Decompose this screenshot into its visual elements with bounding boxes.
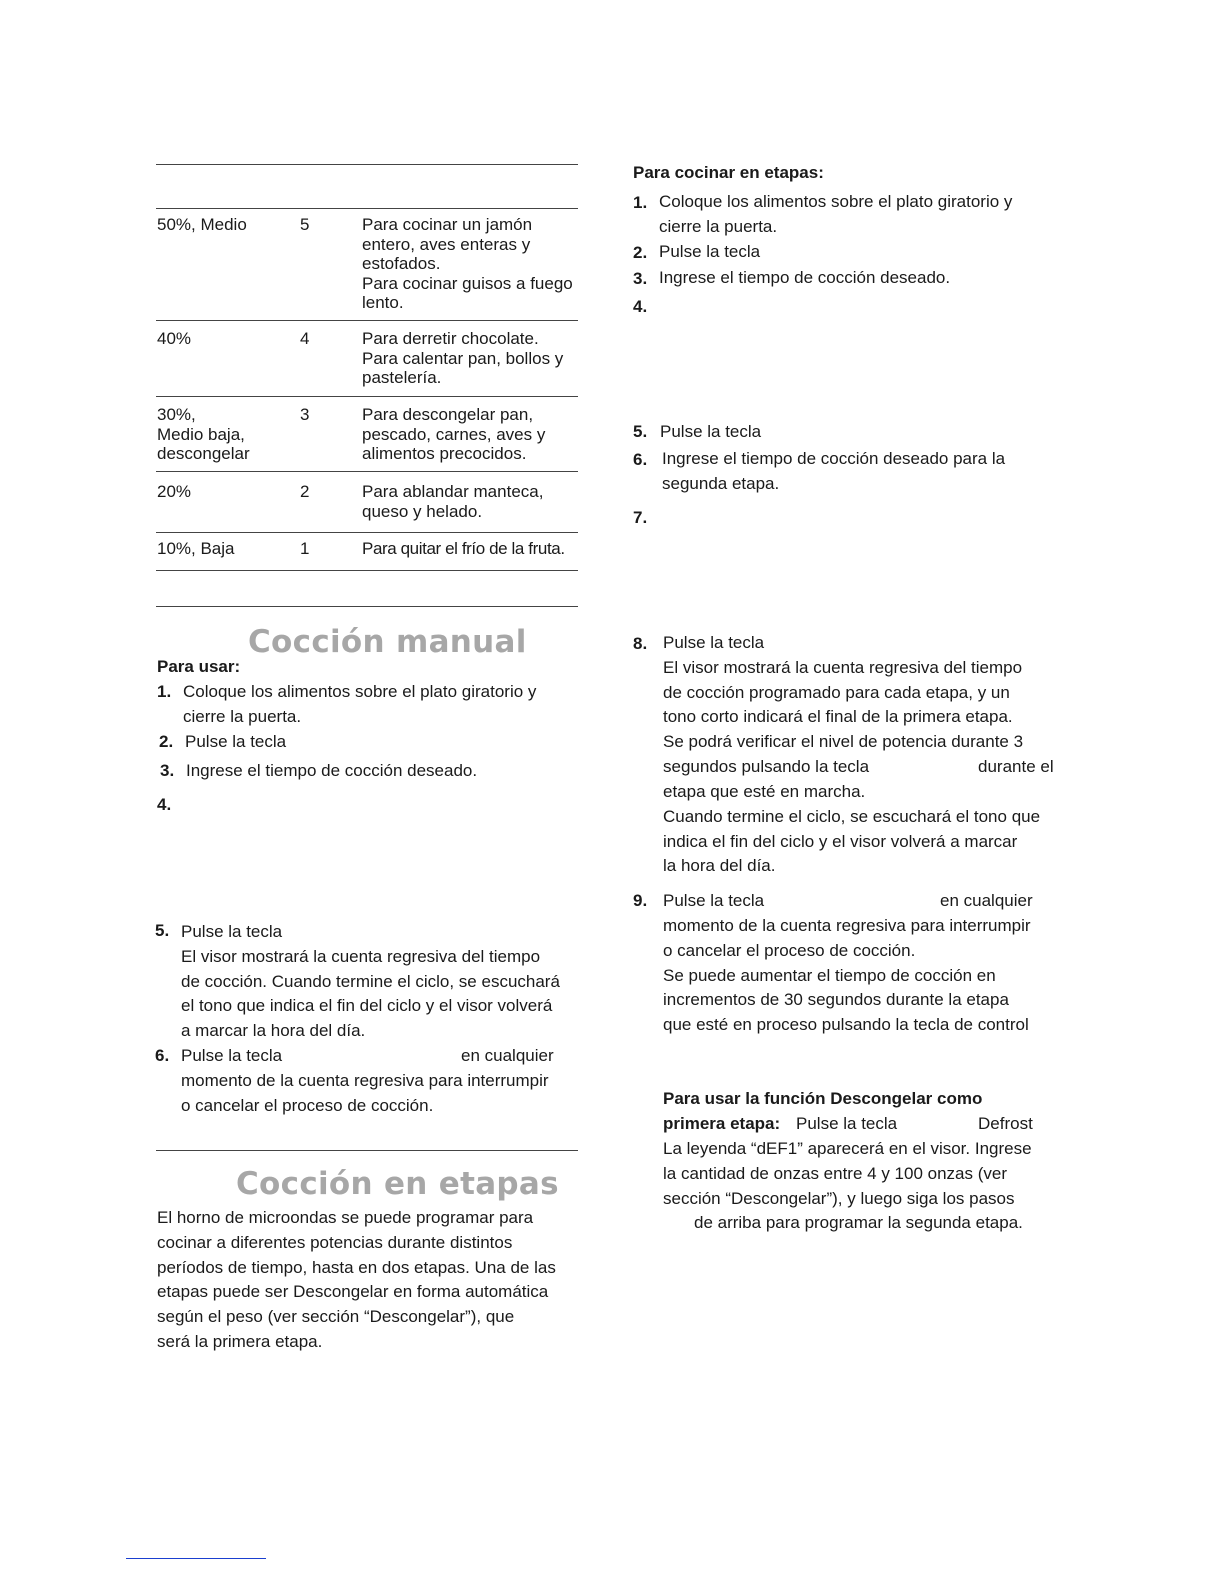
defrost-heading: Para usar la función Descongelar como [663,1089,983,1108]
stages-step-number: 3. [633,269,648,288]
table-cell-use: Para cocinar un jamón entero, aves enteras y estofados. Para cocinar guisos a fuego lento. [362,215,573,312]
table-cell-level: 50%, Medio [157,215,247,234]
defrost-body: La leyenda “dEF1” aparecerá en el visor. Ingrese la cantidad de onzas entre 4 y 100 onzas (ver sección “Descongelar”), y luego siga los pasos [663,1139,1032,1208]
stages-step-number: 1. [633,193,648,212]
table-row-rule [156,471,578,472]
manual-step-text: en cualquier [461,1046,554,1065]
table-row-rule [156,320,578,321]
table-cell-use: Para quitar el frío de la fruta. [362,539,565,558]
stages-step-text: en cualquier [940,891,1033,910]
manual-step-text: momento de la cuenta regresiva para interrumpir o cancelar el proceso de cocción. [181,1071,549,1115]
stages-step-text: Ingrese el tiempo de cocción deseado para la segunda etapa. [662,449,1006,493]
table-cell-number: 5 [300,215,310,234]
stages-step-number: 8. [633,634,648,653]
stages-step-number: 9. [633,891,648,910]
section-rule [156,1150,578,1151]
table-row-rule [156,396,578,397]
stages-step-text: Pulse la tecla [659,242,761,261]
stages-step-number: 2. [633,243,648,262]
table-cell-number: 2 [300,482,310,501]
defrost-instruction: Pulse la tecla [796,1114,898,1133]
table-cell-use: Para ablandar manteca, queso y helado. [362,482,544,521]
stages-step-text: momento de la cuenta regresiva para interrumpir o cancelar el proceso de cocción. Se puede aumentar el tiempo de cocción en incrementos de 30 segundos durante la etapa que esté en proceso pulsando la tecla de control [663,916,1031,1035]
manual-step-text: Pulse la tecla [185,732,287,751]
table-cell-number: 1 [300,539,310,558]
stages-title: Cocción en etapas [236,1166,559,1202]
table-cell-number: 3 [300,405,310,424]
table-top-rule [156,164,578,165]
stages-step-number: 4. [633,297,648,316]
stages-step-text: etapa que esté en marcha. Cuando termine el ciclo, se escuchará el tono que indica el fin del ciclo y el visor volverá a marcar la hora del día. [663,782,1041,876]
table-cell-level: 30%, Medio baja, descongelar [157,405,250,463]
manual-subtitle: Para usar: [157,657,241,676]
manual-title: Cocción manual [248,624,527,660]
stages-step-number: 6. [633,450,648,469]
manual-step-number: 5. [155,921,170,940]
stages-subtitle: Para cocinar en etapas: [633,163,824,182]
defrost-heading-cont: primera etapa: [663,1114,781,1133]
manual-step-text: Pulse la tecla [181,1046,283,1065]
stages-step-text: Pulse la tecla [660,422,762,441]
table-cell-use: Para descongelar pan, pescado, carnes, aves y alimentos precocidos. [362,405,546,463]
stages-step-text: Pulse la tecla [663,891,765,910]
stages-step-text: Ingrese el tiempo de cocción deseado. [659,268,951,287]
manual-step-number: 6. [155,1046,170,1065]
manual-step-text: Pulse la tecla El visor mostrará la cuenta regresiva del tiempo de cocción. Cuando termine el ciclo, se escuchará el tono que indica el fin del ciclo y el visor volverá a marcar la hora del día. [181,922,560,1041]
stages-intro: El horno de microondas se puede programar para cocinar a diferentes potencias durante distintos períodos de tiempo, hasta en dos etapas. Una de las etapas puede ser Descongelar en forma automática según el peso (ver sección “Descongelar”), que será la primera etapa. [157,1208,556,1351]
table-bottom-rule [156,570,578,571]
stages-step-text: durante el [978,757,1054,776]
stages-step-text: Coloque los alimentos sobre el plato giratorio y cierre la puerta. [659,192,1013,236]
manual-step-text: Coloque los alimentos sobre el plato giratorio y cierre la puerta. [183,682,537,726]
footnote-rule [126,1558,266,1559]
stages-step-number: 5. [633,422,648,441]
section-rule [156,606,578,607]
table-cell-level: 10%, Baja [157,539,235,558]
stages-step-number: 7. [633,508,648,527]
manual-step-number: 3. [160,761,175,780]
manual-step-text: Ingrese el tiempo de cocción deseado. [186,761,478,780]
stages-step-text: Pulse la tecla El visor mostrará la cuenta regresiva del tiempo de cocción programado para cada etapa, y un tono corto indicará el final de la primera etapa. Se podrá verificar el nivel de potencia durante 3 segundos pulsando la tecla [663,633,1024,776]
defrost-body-end: de arriba para programar la segunda etapa. [694,1213,1023,1232]
table-cell-level: 40% [157,329,192,348]
defrost-key-label: Defrost [978,1114,1033,1133]
table-cell-use: Para derretir chocolate. Para calentar pan, bollos y pastelería. [362,329,564,387]
table-cell-number: 4 [300,329,310,348]
manual-step-number: 4. [157,795,172,814]
table-cell-level: 20% [157,482,192,501]
manual-step-number: 1. [157,682,172,701]
table-row-rule [156,532,578,533]
manual-step-number: 2. [159,732,174,751]
table-header-rule [156,208,578,209]
